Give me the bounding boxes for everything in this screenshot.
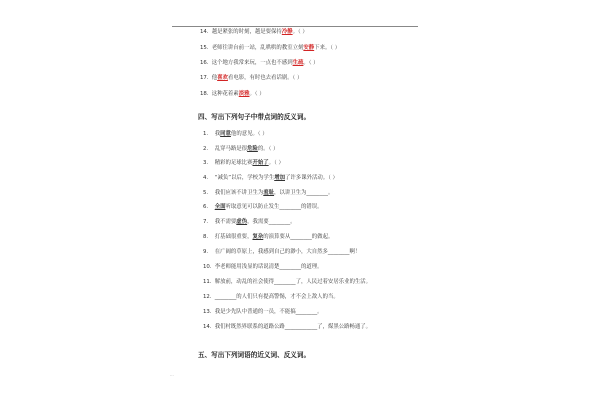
- list-item: 13. 我是少先队中普通的一员，不能搞________。: [203, 309, 323, 315]
- list-item: 16. 这个地方我常来玩，一点也不感到生疏。（ ）: [200, 60, 319, 66]
- list-item: 2. 乱穿马路是很危险的。（ ）: [203, 146, 279, 152]
- top-rule: [172, 26, 418, 27]
- list-item: 18. 这种花着素淡雅。（ ）: [200, 91, 265, 97]
- section-heading: 四、写出下列句子中带点词的反义词。: [198, 113, 311, 121]
- page-mark: ...: [170, 372, 174, 377]
- list-item: 15. 老师往讲台前一站，乱哄哄的教室立刻安静下来。（ ）: [200, 45, 341, 51]
- list-item: 12. ________的人们只有提高警惕，才不会上敌人的当。: [203, 294, 339, 300]
- list-item: 6. 全面听取意见可以防止发生________的错误。: [203, 204, 323, 210]
- list-item: 4. “减负”以后，学校为学生增加了许多课外活动。（ ）: [203, 175, 338, 181]
- list-item: 8. 打基础很重要，复杂的演算要从________的做起。: [203, 234, 334, 240]
- list-item: 14. 越是紧张的时刻，越是要保持冷静。（ ）: [200, 29, 308, 35]
- section-heading: 五、写出下列词语的近义词、反义词。: [198, 351, 311, 359]
- list-item: 17. 他喜欢看电影，有时也去看话剧。（ ）: [200, 75, 303, 81]
- list-item: 1. 我同意他的意见。（ ）: [203, 131, 268, 137]
- list-item: 7. 我不需要虚伪，我需要________。: [203, 219, 296, 225]
- list-item: 10. 李老师能用浅显的话说清楚________的道理。: [203, 264, 323, 270]
- list-item: 11. 解放前，动乱的社会使得________了，人民过着安居乐业的生活。: [203, 279, 372, 285]
- list-item: 9. 在广阔的草原上，我感到自己的渺小，大自然多________啊！: [203, 249, 361, 255]
- list-item: 14. 我们村既然界联系的道路公路____________了，煤黑公路畅通了。: [203, 324, 372, 330]
- list-item: 3. 精彩的足球比赛开始了。（ ）: [203, 160, 284, 166]
- list-item: 5. 我们应该不讲卫生为羞耻，以讲卫生为________。: [203, 190, 334, 196]
